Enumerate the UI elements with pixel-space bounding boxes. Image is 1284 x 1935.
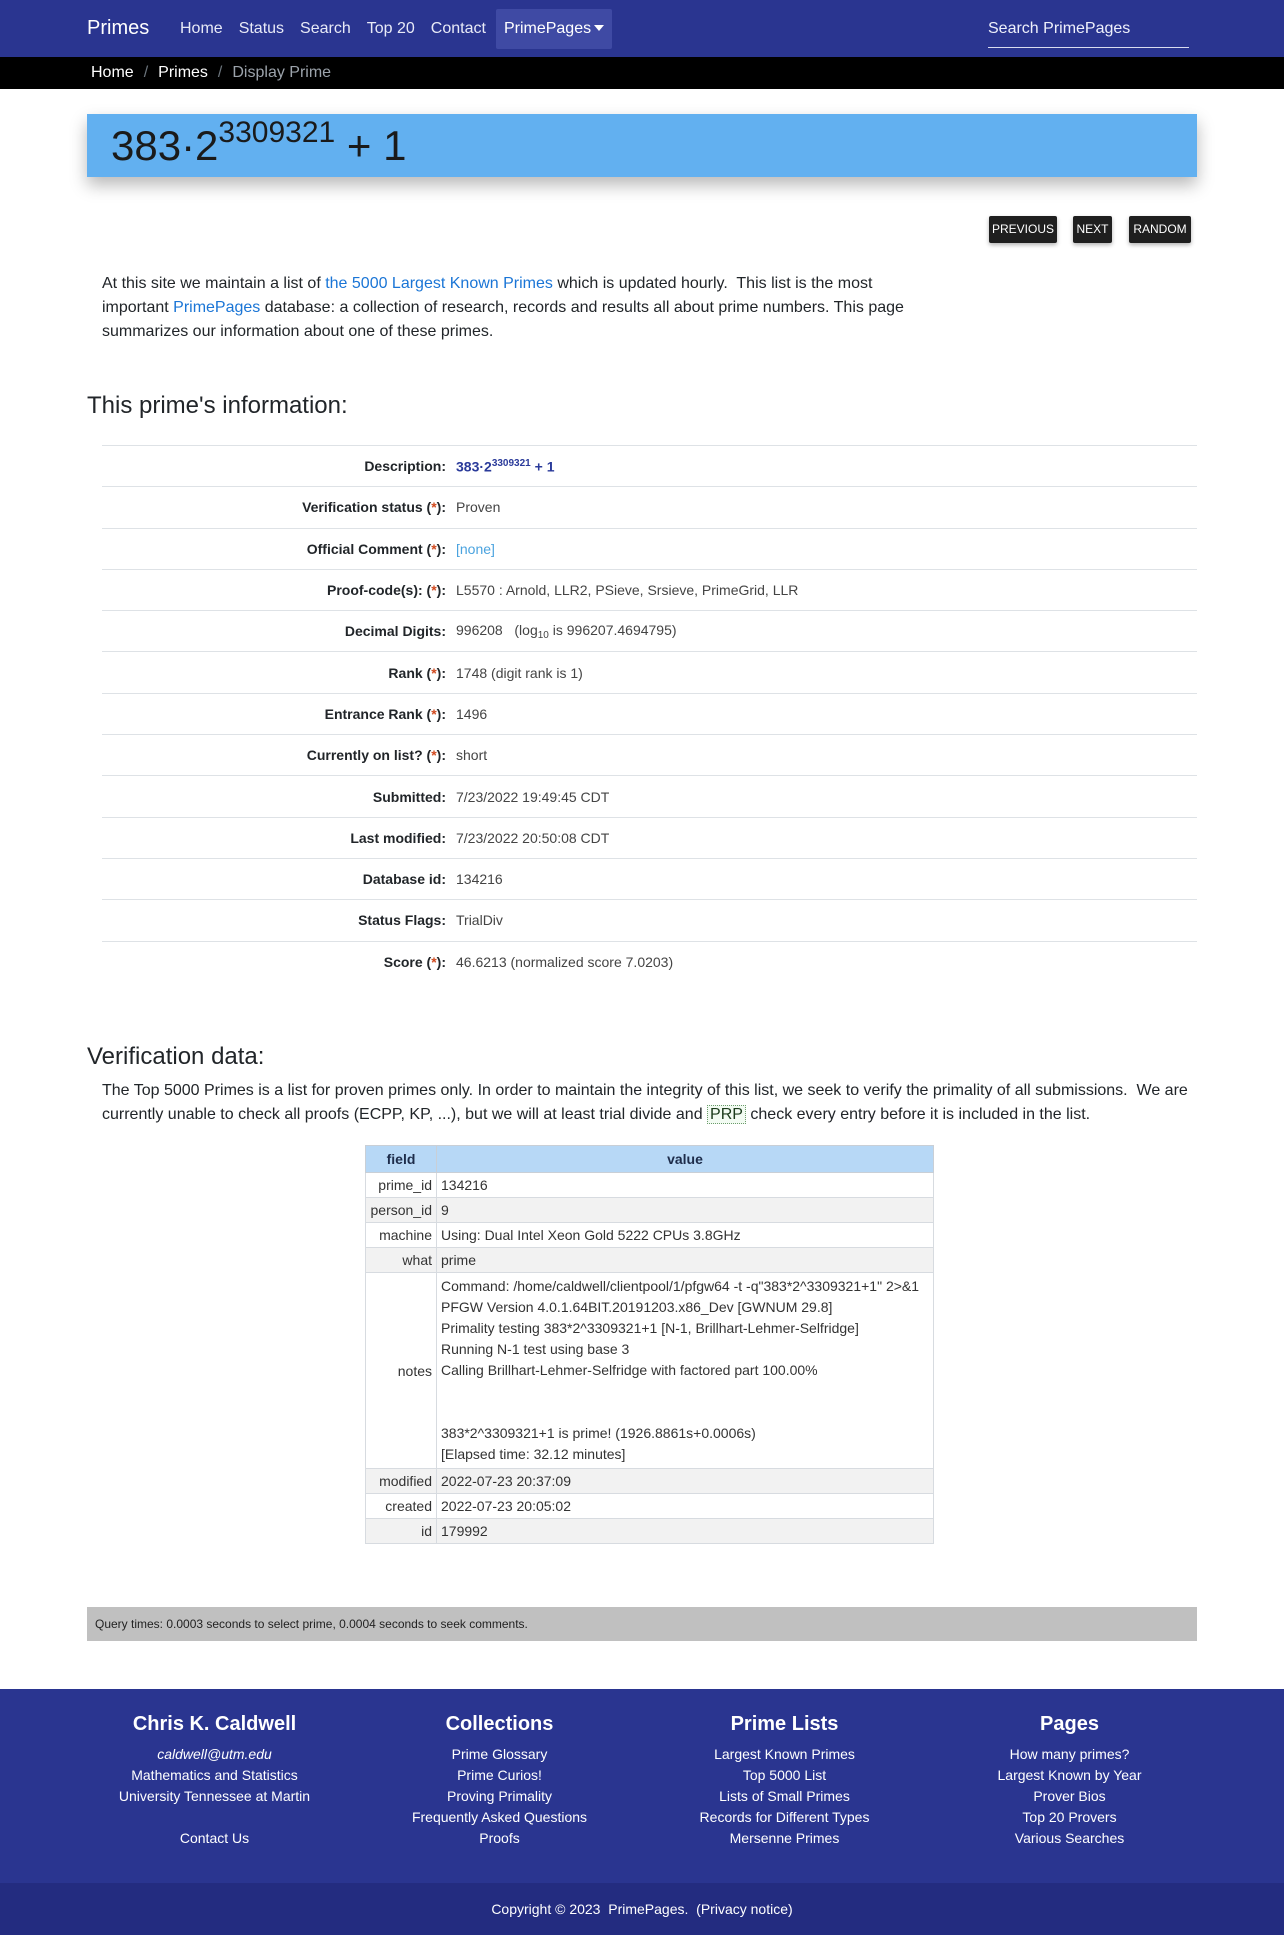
help-star-link[interactable]: *	[431, 540, 437, 557]
nav-search[interactable]: Search	[300, 20, 351, 37]
verification-table	[365, 1145, 934, 1544]
note-line: PFGW Version 4.0.1.64BIT.20191203.x86_Dev [GWNUM 29.8]	[441, 1299, 833, 1315]
value-cell: 179992	[437, 1519, 934, 1544]
field-cell: what	[366, 1248, 437, 1273]
desc-tail: + 1	[530, 458, 555, 475]
field-cell: prime_id	[366, 1173, 437, 1198]
label-text: Score	[383, 953, 423, 970]
brand-link[interactable]: Primes	[87, 17, 150, 39]
info-label: Last modified:	[350, 829, 446, 846]
info-label: Decimal Digits:	[344, 623, 446, 640]
prp-abbr: PRP	[707, 1105, 746, 1124]
log-suffix: is 996207.4694795)	[548, 621, 677, 638]
info-label: Entrance Rank (*):	[324, 705, 446, 722]
breadcrumb-home[interactable]: Home	[91, 64, 134, 81]
footer-col-author	[72, 1713, 357, 1849]
footer-link[interactable]: Top 5000 List	[742, 1767, 827, 1783]
footer-link[interactable]: Proving Primality	[446, 1788, 553, 1804]
info-row-rank	[102, 651, 1197, 692]
notes-cell	[437, 1273, 934, 1469]
footer-link[interactable]: Various Searches	[1014, 1830, 1125, 1846]
primepages-link[interactable]: PrimePages	[173, 299, 261, 316]
footer-text: University Tennessee at Martin	[118, 1788, 311, 1804]
dbid-value: 134216	[456, 871, 503, 888]
note-line: Primality testing 383*2^3309321+1 [N-1, Brillhart-Lehmer-Selfridge]	[441, 1320, 859, 1336]
table-row	[366, 1198, 934, 1223]
table-row	[366, 1248, 934, 1273]
info-label: Score (*):	[383, 953, 446, 970]
nav-home[interactable]: Home	[180, 20, 223, 37]
field-cell: notes	[366, 1273, 437, 1469]
info-row-comment	[102, 528, 1197, 569]
prime-info-table	[102, 445, 1197, 982]
note-line: [Elapsed time: 32.12 minutes]	[441, 1446, 626, 1462]
breadcrumb-separator: /	[143, 64, 149, 81]
field-cell: person_id	[366, 1198, 437, 1223]
info-label: Status Flags:	[358, 912, 446, 929]
footer-link[interactable]: Proofs	[479, 1830, 520, 1846]
flags-value: TrialDiv	[456, 912, 503, 929]
contact-us-link[interactable]: Contact Us	[179, 1830, 250, 1846]
label-text: Official Comment	[306, 540, 423, 557]
footer-col-prime-lists	[642, 1713, 927, 1849]
info-label: Submitted:	[372, 788, 446, 805]
nav-status[interactable]: Status	[238, 20, 285, 37]
nav-contact[interactable]: Contact	[430, 20, 486, 37]
table-row	[366, 1173, 934, 1198]
note-line	[441, 1381, 929, 1402]
info-label: Database id:	[362, 871, 446, 888]
footer-link[interactable]: Lists of Small Primes	[719, 1788, 850, 1804]
breadcrumb	[0, 57, 1284, 89]
intro-text: At this site we maintain a list of	[102, 275, 326, 292]
copyright-text: Copyright © 2023 PrimePages. (	[491, 1901, 701, 1917]
verif-text: check every entry before it is included in the list.	[745, 1106, 1091, 1123]
value-cell: 134216	[437, 1173, 934, 1198]
column-header-field: field	[366, 1146, 437, 1173]
nav-top20[interactable]: Top 20	[366, 20, 415, 37]
onlist-value: short	[456, 747, 488, 764]
copyright-end: )	[788, 1901, 793, 1917]
info-label: Verification status (*):	[302, 499, 446, 516]
value-cell: 2022-07-23 20:37:09	[437, 1469, 934, 1494]
entrance-rank-value: 1496	[456, 705, 488, 722]
label-text: Verification status	[302, 499, 423, 516]
table-header-row	[366, 1146, 934, 1173]
field-cell: modified	[366, 1469, 437, 1494]
privacy-notice-link[interactable]: Privacy notice	[700, 1901, 788, 1917]
help-star-link[interactable]: *	[431, 499, 437, 516]
title-exponent: 3309321	[218, 116, 336, 149]
help-star-link[interactable]: *	[431, 664, 437, 681]
column-header-value: value	[437, 1146, 934, 1173]
info-row-digits	[102, 610, 1197, 651]
info-label: Official Comment (*):	[306, 540, 446, 557]
breadcrumb-current: Display Prime	[232, 64, 332, 81]
info-row-submitted	[102, 775, 1197, 816]
table-row	[366, 1519, 934, 1544]
footer	[0, 1689, 1284, 1883]
nav-links	[172, 0, 612, 57]
field-cell: machine	[366, 1223, 437, 1248]
note-line: Calling Brillhart-Lehmer-Selfridge with factored part 100.00%	[441, 1362, 818, 1378]
breadcrumb-primes[interactable]: Primes	[158, 64, 208, 81]
submitted-value: 7/23/2022 19:49:45 CDT	[456, 788, 610, 805]
digits-number: 996208	[456, 621, 503, 638]
field-cell: id	[366, 1519, 437, 1544]
largest-primes-link[interactable]: the 5000 Largest Known Primes	[325, 275, 553, 292]
chevron-down-icon	[594, 25, 604, 31]
next-button[interactable]: NEXT	[1073, 216, 1112, 243]
description-value[interactable]	[446, 458, 555, 475]
footer-link[interactable]: Records for Different Types	[699, 1809, 870, 1825]
footer-link[interactable]: Largest Known by Year	[997, 1767, 1142, 1783]
search-box	[988, 12, 1189, 48]
random-button[interactable]: RANDOM	[1129, 216, 1191, 243]
info-row-verification	[102, 486, 1197, 527]
info-label: Description:	[364, 458, 446, 475]
footer-link[interactable]: Largest Known Primes	[714, 1746, 855, 1762]
info-row-onlist	[102, 734, 1197, 775]
label-text: Currently on list?	[306, 747, 423, 764]
note-line: 383*2^3309321+1 is prime! (1926.8861s+0.0006s)	[441, 1425, 756, 1441]
value-cell: 9	[437, 1198, 934, 1223]
query-times: Query times: 0.0003 seconds to select prime, 0.0004 seconds to seek comments.	[87, 1607, 1197, 1641]
footer-title: Pages	[1040, 1713, 1099, 1735]
footer-col-pages	[927, 1713, 1212, 1849]
info-row-score	[102, 941, 1197, 982]
help-star-link[interactable]: *	[431, 582, 437, 599]
prime-title-card	[87, 114, 1197, 177]
page-title	[111, 116, 406, 181]
field-cell: created	[366, 1494, 437, 1519]
table-row	[366, 1494, 934, 1519]
footer-col-collections	[357, 1713, 642, 1849]
note-line: Command: /home/caldwell/clientpool/1/pfgw64 -t -q"383*2^3309321+1" 2>&1	[441, 1278, 920, 1294]
table-row	[366, 1469, 934, 1494]
search-input[interactable]	[988, 12, 1189, 46]
footer-link[interactable]: Prover Bios	[1033, 1788, 1106, 1804]
score-value: 46.6213 (normalized score 7.0203)	[456, 953, 674, 970]
verification-value: Proven	[456, 499, 501, 516]
label-text: Proof-code(s):	[326, 582, 423, 599]
footer-link[interactable]: Prime Glossary	[451, 1746, 548, 1762]
intro-text: database: a collection of research, records and results all about prime numbers. This page summarizes our information about one of these primes.	[102, 299, 904, 340]
footer-title: Prime Lists	[730, 1713, 839, 1735]
dropdown-label: PrimePages	[503, 19, 592, 37]
help-star-link[interactable]: *	[431, 747, 437, 764]
previous-button[interactable]: PREVIOUS	[989, 216, 1057, 243]
digits-value	[446, 622, 677, 641]
table-row-notes	[366, 1273, 934, 1469]
rank-value: 1748 (digit rank is 1)	[456, 664, 583, 681]
desc-base: 383·2	[456, 458, 492, 475]
verification-paragraph	[102, 1079, 1197, 1127]
footer-title: Collections	[445, 1713, 554, 1735]
footer-link[interactable]: Top 20 Provers	[1022, 1809, 1117, 1825]
proof-value: L5570 : Arnold, LLR2, PSieve, Srsieve, PrimeGrid, LLR	[456, 582, 799, 599]
note-line: Running N-1 test using base 3	[441, 1341, 630, 1357]
value-cell: Using: Dual Intel Xeon Gold 5222 CPUs 3.8GHz	[437, 1223, 934, 1248]
info-row-entrance-rank	[102, 693, 1197, 734]
comment-value-link[interactable]: [none]	[456, 540, 495, 557]
info-label: Currently on list? (*):	[306, 747, 446, 764]
info-row-modified	[102, 817, 1197, 858]
value-cell: 2022-07-23 20:05:02	[437, 1494, 934, 1519]
modified-value: 7/23/2022 20:50:08 CDT	[456, 829, 610, 846]
label-text: Entrance Rank	[324, 705, 423, 722]
primepages-dropdown[interactable]	[496, 9, 612, 49]
breadcrumb-separator: /	[217, 64, 223, 81]
intro-paragraph	[102, 272, 922, 344]
info-row-dbid	[102, 858, 1197, 899]
log-base: 10	[537, 629, 549, 641]
footer-link[interactable]: Mersenne Primes	[729, 1830, 840, 1846]
title-tail: + 1	[335, 122, 407, 169]
value-cell: prime	[437, 1248, 934, 1273]
info-heading: This prime's information:	[87, 392, 348, 419]
info-row-description	[102, 445, 1197, 486]
footer-title: Chris K. Caldwell	[132, 1713, 297, 1735]
info-row-proof	[102, 569, 1197, 610]
copyright-bar	[0, 1883, 1284, 1935]
verif-text: The Top 5000 Primes is a list for proven primes only. In order to maintain the integrity of this list, we seek to verify the primality of all submissions. We are currently unable to check all proofs (ECPP, KP, ...), but we will at least trial divide and	[102, 1082, 1188, 1123]
title-base: 383·2	[111, 122, 219, 169]
info-label: Rank (*):	[388, 664, 446, 681]
label-text: Rank	[388, 664, 423, 681]
footer-link[interactable]: Prime Curios!	[457, 1767, 542, 1783]
help-star-link[interactable]: *	[431, 705, 437, 722]
verification-heading: Verification data:	[87, 1043, 265, 1070]
note-line	[441, 1402, 929, 1423]
footer-link[interactable]: Frequently Asked Questions	[411, 1809, 588, 1825]
log-prefix: (log	[514, 621, 538, 638]
footer-link[interactable]: How many primes?	[1009, 1746, 1130, 1762]
footer-text: Mathematics and Statistics	[131, 1767, 298, 1783]
intro-text: which is updated hourly. This list is the most important	[102, 275, 873, 316]
table-row	[366, 1223, 934, 1248]
info-row-flags	[102, 899, 1197, 940]
help-star-link[interactable]: *	[431, 953, 437, 970]
desc-exponent: 3309321	[491, 457, 531, 469]
email-link[interactable]: caldwell@utm.edu	[157, 1746, 272, 1762]
info-label: Proof-code(s): (*):	[326, 582, 446, 599]
top-navbar	[0, 0, 1284, 57]
